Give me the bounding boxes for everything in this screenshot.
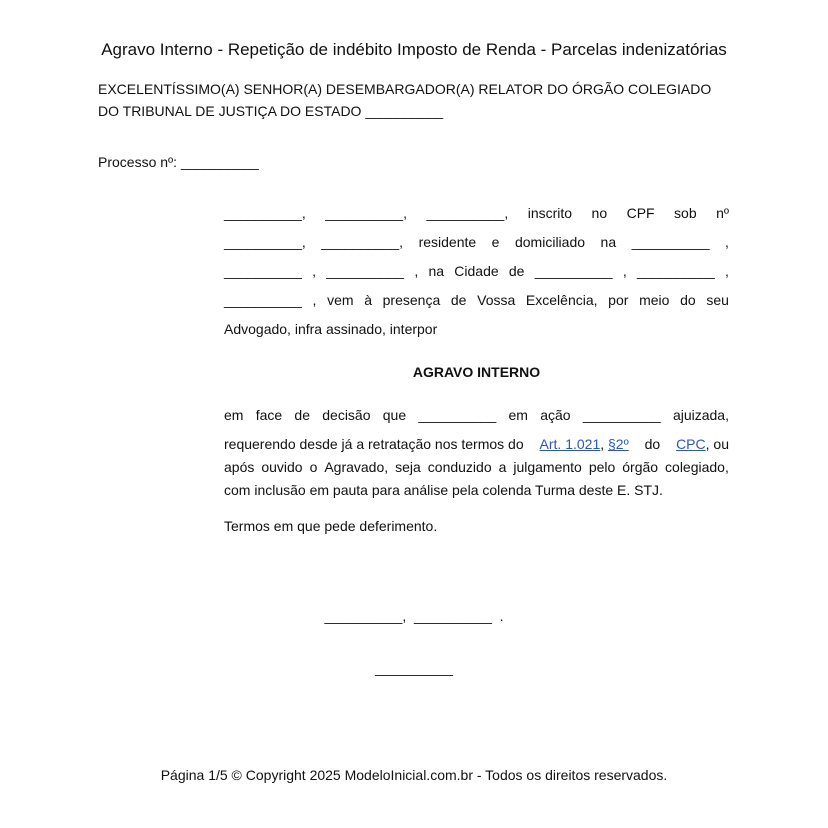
word: decisão (322, 407, 371, 423)
request-paragraph (224, 405, 729, 509)
word: de (294, 407, 310, 423)
word: Excelência, (525, 292, 598, 308)
word: ajuizada, (672, 407, 729, 423)
word: vem (327, 292, 354, 308)
word: que (382, 407, 407, 423)
word: __________, (325, 205, 407, 221)
qualification-line-1 (224, 203, 729, 232)
word: meio (639, 292, 670, 308)
place-date-line: __________, __________ . (324, 608, 504, 624)
addressee-line-1: EXCELENTÍSSIMO(A) SENHOR(A) DESEMBARGADOR(A) RELATOR DO ÓRGÃO COLEGIADO (98, 81, 712, 97)
word: __________ (534, 263, 613, 279)
document-title: Agravo Interno - Repetição de indébito Imposto de Renda - Parcelas indenizatórias (101, 40, 727, 59)
link-separator: , (600, 436, 605, 452)
page-footer: Página 1/5 © Copyright 2025 ModeloInicial.com.br - Todos os direitos reservados. (160, 767, 668, 783)
word: e (491, 234, 500, 250)
word: Agravado, (324, 459, 389, 475)
word: inscrito (527, 205, 573, 221)
word: ação (540, 407, 571, 423)
request-line-2-end (676, 434, 729, 454)
process-value: __________ (180, 154, 259, 170)
word: __________, (426, 205, 509, 221)
paragraph-link[interactable]: §2º (608, 436, 629, 452)
word: de (508, 263, 525, 279)
word: , (622, 263, 627, 279)
word: , (312, 292, 317, 308)
word: colegiado, (665, 459, 729, 475)
word: pelo (588, 459, 616, 475)
addressee-block (98, 78, 730, 122)
cpc-link[interactable]: CPC (676, 436, 706, 452)
qualification-line-5: Advogado, infra assinado, interpor (224, 321, 438, 337)
article-link[interactable]: Art. 1.021 (539, 436, 601, 452)
word: __________ (582, 407, 661, 423)
request-line-2-after: , ou (705, 436, 729, 452)
word: nº (716, 205, 729, 221)
word: na (428, 263, 445, 279)
word: por (608, 292, 629, 308)
word: seu (706, 292, 729, 308)
qualification-line-3 (224, 261, 729, 290)
word: __________ (418, 407, 497, 423)
word: de (450, 292, 467, 308)
qualification-line-4 (224, 290, 729, 319)
word: __________, (224, 205, 306, 221)
word: órgão (622, 459, 659, 475)
word: Vossa (477, 292, 516, 308)
word: no (591, 205, 608, 221)
word: ouvido (261, 459, 303, 475)
word: face (255, 407, 283, 423)
request-line-1 (224, 405, 729, 434)
word: Cidade (454, 263, 499, 279)
closing-statement: Termos em que pede deferimento. (224, 518, 438, 534)
word: presença (382, 292, 441, 308)
word: após (224, 459, 255, 475)
word: __________ (224, 292, 302, 308)
word: na (600, 234, 617, 250)
word: a (498, 459, 507, 475)
request-line-2-before: requerendo desde já a retratação nos termos do (224, 436, 524, 452)
word: em (224, 407, 244, 423)
word: , (312, 263, 316, 279)
petition-heading: AGRAVO INTERNO (412, 364, 541, 380)
word: __________ (636, 263, 715, 279)
word: , (414, 263, 419, 279)
request-line-2-links (540, 434, 629, 454)
word: domiciliado (514, 234, 586, 250)
request-line-2 (224, 434, 729, 457)
word: CPF (626, 205, 655, 221)
word: , (725, 263, 729, 279)
signature-line: __________ (375, 660, 453, 676)
qualification-line-2 (224, 232, 729, 261)
word: o (309, 459, 318, 475)
word: do (680, 292, 696, 308)
word: __________, (321, 234, 404, 250)
process-number (98, 152, 259, 172)
word: , (725, 234, 729, 250)
request-line-2-mid: do (644, 436, 661, 452)
word: julgamento (513, 459, 582, 475)
word: conduzido (427, 459, 492, 475)
request-line-4: com inclusão em pauta para análise pela colenda Turma deste E. STJ. (224, 482, 663, 498)
word: residente (418, 234, 477, 250)
addressee-line-2: DO TRIBUNAL DE JUSTIÇA DO ESTADO __________ (98, 103, 444, 119)
word: sob (674, 205, 697, 221)
word: __________ (631, 234, 710, 250)
qualification-paragraph (224, 203, 729, 348)
word: __________ (224, 263, 302, 279)
word: __________ (326, 263, 405, 279)
word: seja (395, 459, 421, 475)
word: __________, (224, 234, 306, 250)
word: em (508, 407, 528, 423)
process-label: Processo nº: (98, 154, 178, 170)
word: à (364, 292, 372, 308)
request-line-3 (224, 457, 729, 480)
